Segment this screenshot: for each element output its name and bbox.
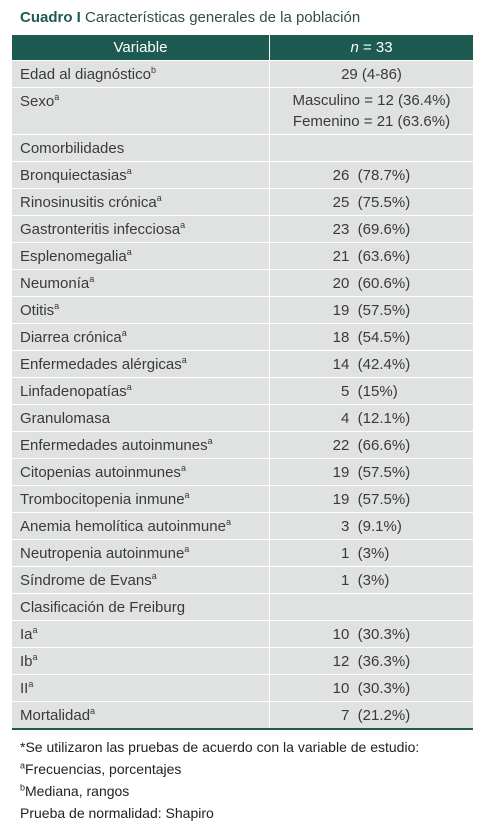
row-label-cell bbox=[12, 459, 270, 486]
table-row bbox=[12, 567, 473, 594]
row-percent: (15%) bbox=[357, 382, 398, 400]
row-footnote-mark: a bbox=[126, 165, 132, 176]
row-count: 14 bbox=[332, 355, 350, 373]
table-row bbox=[12, 432, 473, 459]
row-value-cell bbox=[270, 216, 474, 243]
row-footnote-mark: a bbox=[90, 705, 96, 716]
table-row bbox=[12, 378, 473, 405]
row-value-cell bbox=[270, 405, 474, 432]
row-percent: (63.6%) bbox=[357, 247, 411, 265]
row-count: 21 bbox=[332, 247, 350, 265]
row-count: 20 bbox=[332, 274, 350, 292]
row-label-cell bbox=[12, 216, 270, 243]
row-percent: (9.1%) bbox=[357, 517, 402, 535]
row-percent: (57.5%) bbox=[357, 301, 411, 319]
table-row bbox=[12, 513, 473, 540]
row-value-cell bbox=[270, 567, 474, 594]
table-row bbox=[12, 648, 473, 675]
header-n bbox=[270, 35, 474, 61]
table-row bbox=[12, 486, 473, 513]
footnote bbox=[20, 758, 419, 780]
row-footnote-mark: a bbox=[89, 273, 95, 284]
row-label-cell bbox=[12, 594, 270, 621]
row-label: II bbox=[20, 679, 29, 697]
row-label-cell bbox=[12, 243, 270, 270]
row-label: Esplenomegalia bbox=[20, 247, 127, 265]
row-footnote-mark: a bbox=[180, 462, 186, 473]
table-row bbox=[12, 702, 473, 730]
row-percent: (57.5%) bbox=[357, 463, 411, 481]
row-value-cell bbox=[270, 459, 474, 486]
table-row bbox=[12, 351, 473, 378]
row-label-cell bbox=[12, 351, 270, 378]
row-label: Enfermedades autoinmunes bbox=[20, 436, 208, 454]
row-label-cell bbox=[12, 567, 270, 594]
table-row bbox=[12, 675, 473, 702]
row-footnote-mark: a bbox=[126, 246, 132, 257]
row-count: 3 bbox=[340, 517, 350, 535]
table-row bbox=[12, 270, 473, 297]
row-value-cell bbox=[270, 324, 474, 351]
row-label-cell bbox=[12, 648, 270, 675]
row-footnote-mark: a bbox=[184, 489, 190, 500]
header-n-italic: n bbox=[350, 39, 359, 56]
row-footnote-mark: a bbox=[121, 327, 127, 338]
row-value-cell bbox=[270, 702, 474, 730]
row-value-cell bbox=[270, 513, 474, 540]
row-count: 12 bbox=[332, 652, 350, 670]
row-percent: (12.1%) bbox=[357, 409, 411, 427]
table-caption bbox=[20, 9, 360, 26]
table-header-row bbox=[12, 35, 473, 61]
row-label: Neutropenia autoinmune bbox=[20, 544, 185, 562]
row-percent: (78.7%) bbox=[357, 166, 411, 184]
row-count: 1 bbox=[340, 544, 350, 562]
row-label: Linfadenopatías bbox=[20, 382, 127, 400]
row-count: 23 bbox=[332, 220, 350, 238]
row-percent: (30.3%) bbox=[357, 625, 411, 643]
row-percent: (69.6%) bbox=[357, 220, 411, 238]
table-row bbox=[12, 324, 473, 351]
row-value-cell bbox=[270, 243, 474, 270]
footnote-mark: b bbox=[20, 782, 26, 793]
row-count: 7 bbox=[340, 706, 350, 724]
row-label-cell bbox=[12, 135, 270, 162]
row-label-cell bbox=[12, 675, 270, 702]
row-percent: (21.2%) bbox=[357, 706, 411, 724]
row-footnote-mark: a bbox=[32, 651, 38, 662]
footnote-text: Frecuencias, porcentajes bbox=[25, 761, 182, 777]
row-footnote-mark: a bbox=[126, 381, 132, 392]
row-label: Diarrea crónica bbox=[20, 328, 122, 346]
footnote-text: *Se utilizaron las pruebas de acuerdo con la variable de estudio: bbox=[20, 739, 420, 755]
row-label: Sexo bbox=[20, 93, 55, 110]
row-value: Masculino = 12 (36.4%) bbox=[292, 92, 451, 109]
row-value-cell bbox=[270, 648, 474, 675]
row-value-cell bbox=[270, 61, 474, 88]
row-label-cell bbox=[12, 486, 270, 513]
row-label: Enfermedades alérgicas bbox=[20, 355, 182, 373]
footnote-text: Prueba de normalidad: Shapiro bbox=[20, 805, 214, 821]
row-count: 1 bbox=[340, 571, 350, 589]
row-label-cell bbox=[12, 189, 270, 216]
characteristics-table bbox=[12, 35, 473, 730]
row-percent: (75.5%) bbox=[357, 193, 411, 211]
row-value-cell bbox=[270, 88, 474, 135]
row-label: Otitis bbox=[20, 301, 55, 319]
table-row bbox=[12, 88, 473, 135]
row-count: 10 bbox=[332, 679, 350, 697]
table-row bbox=[12, 243, 473, 270]
row-percent: (3%) bbox=[357, 544, 390, 562]
row-label: Citopenias autoinmunes bbox=[20, 463, 181, 481]
row-footnote-mark: a bbox=[54, 92, 60, 102]
row-value-cell bbox=[270, 540, 474, 567]
row-label: Síndrome de Evans bbox=[20, 571, 152, 589]
row-percent: (60.6%) bbox=[357, 274, 411, 292]
row-value-cell bbox=[270, 621, 474, 648]
row-footnote-mark: a bbox=[180, 219, 186, 230]
row-label-cell bbox=[12, 324, 270, 351]
row-footnote-mark: a bbox=[184, 543, 190, 554]
table-row bbox=[12, 405, 473, 432]
row-percent: (66.6%) bbox=[357, 436, 411, 454]
table-row bbox=[12, 540, 473, 567]
row-label-cell bbox=[12, 378, 270, 405]
row-percent: (57.5%) bbox=[357, 490, 411, 508]
row-label-cell bbox=[12, 162, 270, 189]
table-row bbox=[12, 621, 473, 648]
row-label-cell bbox=[12, 405, 270, 432]
row-footnote-mark: a bbox=[225, 516, 231, 527]
footnote-mark: a bbox=[20, 760, 26, 771]
caption-label: Cuadro I bbox=[20, 9, 81, 26]
row-value-cell bbox=[270, 162, 474, 189]
row-label-cell bbox=[12, 88, 270, 135]
row-footnote-mark: a bbox=[156, 192, 162, 203]
row-count: 19 bbox=[332, 490, 350, 508]
row-value-cell bbox=[270, 675, 474, 702]
table-row bbox=[12, 61, 473, 88]
header-n-value: = 33 bbox=[358, 39, 393, 56]
row-label-cell bbox=[12, 432, 270, 459]
footnote bbox=[20, 802, 419, 824]
row-label: Granulomasa bbox=[20, 409, 111, 427]
row-value-cell bbox=[270, 135, 474, 162]
row-label: Ib bbox=[20, 652, 33, 670]
footnote-text: Mediana, rangos bbox=[25, 783, 130, 799]
row-footnote-mark: a bbox=[207, 435, 213, 446]
table-row bbox=[12, 459, 473, 486]
table-row bbox=[12, 594, 473, 621]
row-value-cell bbox=[270, 594, 474, 621]
row-footnote-mark: a bbox=[54, 300, 60, 311]
row-footnote-mark: b bbox=[150, 64, 156, 75]
row-label: Bronquiectasias bbox=[20, 166, 127, 184]
row-value-cell bbox=[270, 486, 474, 513]
row-label-cell bbox=[12, 702, 270, 730]
table-body bbox=[12, 61, 473, 730]
row-label: Mortalidad bbox=[20, 706, 91, 724]
caption-title: Características generales de la población bbox=[85, 9, 361, 26]
row-value-cell bbox=[270, 432, 474, 459]
header-variable: Variable bbox=[12, 35, 270, 61]
row-label: Anemia hemolítica autoinmune bbox=[20, 517, 226, 535]
row-percent: (42.4%) bbox=[357, 355, 411, 373]
row-count: 19 bbox=[332, 301, 350, 319]
row-count: 19 bbox=[332, 463, 350, 481]
row-label: Clasificación de Freiburg bbox=[20, 598, 186, 616]
row-label-cell bbox=[12, 61, 270, 88]
footnote bbox=[20, 736, 419, 758]
row-value-cell bbox=[270, 297, 474, 324]
row-label: Neumonía bbox=[20, 274, 90, 292]
table-row bbox=[12, 216, 473, 243]
row-label-cell bbox=[12, 621, 270, 648]
row-label: Trombocitopenia inmune bbox=[20, 490, 185, 508]
table-row bbox=[12, 135, 473, 162]
row-value: 29 (4-86) bbox=[341, 65, 402, 83]
row-label-cell bbox=[12, 540, 270, 567]
row-label: Ia bbox=[20, 625, 33, 643]
row-percent: (3%) bbox=[357, 571, 390, 589]
row-percent: (30.3%) bbox=[357, 679, 411, 697]
row-count: 5 bbox=[340, 382, 350, 400]
row-label: Rinosinusitis crónica bbox=[20, 193, 157, 211]
table-row bbox=[12, 189, 473, 216]
row-percent: (36.3%) bbox=[357, 652, 411, 670]
row-label-cell bbox=[12, 297, 270, 324]
row-footnote-mark: a bbox=[151, 570, 157, 581]
footnote bbox=[20, 780, 419, 802]
row-label: Edad al diagnóstico bbox=[20, 65, 151, 83]
row-value: Femenino = 21 (63.6%) bbox=[292, 113, 451, 130]
row-label: Gastronteritis infecciosa bbox=[20, 220, 181, 238]
table-row bbox=[12, 297, 473, 324]
table-row bbox=[12, 162, 473, 189]
row-count: 22 bbox=[332, 436, 350, 454]
row-label: Comorbilidades bbox=[20, 139, 125, 157]
row-value-cell bbox=[270, 378, 474, 405]
row-count: 18 bbox=[332, 328, 350, 346]
row-label-cell bbox=[12, 513, 270, 540]
row-count: 25 bbox=[332, 193, 350, 211]
row-count: 10 bbox=[332, 625, 350, 643]
row-value-cell bbox=[270, 270, 474, 297]
row-footnote-mark: a bbox=[32, 624, 38, 635]
table-notes bbox=[20, 736, 419, 824]
row-footnote-mark: a bbox=[181, 354, 187, 365]
row-footnote-mark: a bbox=[28, 678, 34, 689]
row-count: 4 bbox=[340, 409, 350, 427]
row-percent: (54.5%) bbox=[357, 328, 411, 346]
row-value-cell bbox=[270, 351, 474, 378]
row-value-cell bbox=[270, 189, 474, 216]
row-count: 26 bbox=[332, 166, 350, 184]
row-label-cell bbox=[12, 270, 270, 297]
